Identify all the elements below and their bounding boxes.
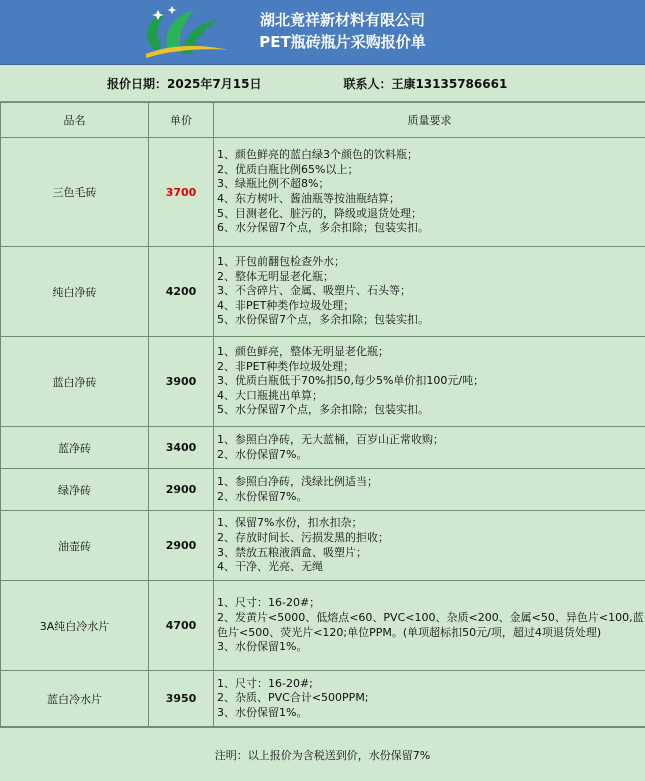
contact-person: 联系人：王康13135786661 [343,75,507,92]
requirement-line: 2、非PET种类作垃圾处理； [217,360,645,375]
table-row [1,671,645,727]
requirement-line: 4、非PET种类作垃圾处理； [217,299,645,314]
requirement-line: 1、尺寸：16-20#; [217,677,645,692]
requirement-line: 2、发黄片<5000、低熔点<60、PVC<100、杂质<200、金属<50、异色片<100,蓝色片<500、荧光片<120;单位PPM。(单项超标扣50元/项，超过4项退货处理) [217,611,645,640]
table-row [1,138,645,247]
requirement-line: 2、整体无明显老化瓶； [217,270,645,285]
requirement-line: 3、水份保留1%。 [217,640,645,655]
requirement-line: 5、水份保留7个点，多余扣除；包装实扣。 [217,313,645,328]
table-row [1,581,645,671]
requirement-line: 3、不含碎片、金属、吸塑片、石头等； [217,284,645,299]
header-banner [0,0,645,65]
quality-requirements [214,469,645,511]
product-name: 绿净砖 [1,469,149,511]
company-name: 湖北竟祥新材料有限公司 [0,9,645,31]
requirement-line: 5、目测老化、脏污的，降级或退货处理； [217,207,645,222]
quality-requirements [214,427,645,469]
quality-requirements [214,337,645,427]
product-name: 蓝净砖 [1,427,149,469]
table-row [1,337,645,427]
table-row [1,469,645,511]
requirement-line: 2、存放时间长、污损发黑的拒收； [217,531,645,546]
requirement-line: 4、大口瓶挑出单算； [217,389,645,404]
requirement-line: 3、优质白瓶低于70%扣50,每少5%单价扣100元/吨； [217,374,645,389]
requirement-line: 3、水份保留1%。 [217,706,645,721]
requirement-line: 3、绿瓶比例不超8%； [217,177,645,192]
table-row [1,427,645,469]
price-table [0,102,645,727]
table-row [1,511,645,581]
unit-price: 2900 [149,469,214,511]
info-bar [0,65,645,102]
requirement-line: 6、水分保留7个点，多余扣除；包装实扣。 [217,221,645,236]
quote-date: 报价日期：2025年7月15日 [107,75,261,92]
requirement-line: 1、开包前翻包检查外水； [217,255,645,270]
unit-price: 3950 [149,671,214,727]
product-name: 蓝白冷水片 [1,671,149,727]
quality-requirements [214,511,645,581]
product-name: 油壶砖 [1,511,149,581]
column-header-price: 单价 [149,103,214,138]
unit-price: 3700 [149,138,214,247]
requirement-line: 5、水分保留7个点，多余扣除；包装实扣。 [217,403,645,418]
column-header-name: 品名 [1,103,149,138]
requirement-line: 1、尺寸：16-20#； [217,596,645,611]
product-name: 三色毛砖 [1,138,149,247]
requirement-line: 1、颜色鲜亮，整体无明显老化瓶； [217,345,645,360]
unit-price: 3900 [149,337,214,427]
requirement-line: 1、保留7%水份，扣水扣杂； [217,516,645,531]
requirement-line: 2、杂质、PVC合计<500PPM; [217,691,645,706]
table-header-row [1,103,645,138]
requirement-line: 4、东方树叶、酱油瓶等按油瓶结算； [217,192,645,207]
requirement-line: 3、禁放五粮液酒盒、吸塑片； [217,546,645,561]
quality-requirements [214,138,645,247]
unit-price: 4200 [149,247,214,337]
title-block [0,9,645,53]
table-row [1,247,645,337]
product-name: 纯白净砖 [1,247,149,337]
requirement-line: 2、水份保留7%。 [217,448,645,463]
quality-requirements [214,671,645,727]
requirement-line: 2、水份保留7%。 [217,490,645,505]
requirement-line: 1、参照白净砖，浅绿比例适当； [217,475,645,490]
requirement-line: 4、干净、光亮、无绳 [217,560,645,575]
requirement-line: 2、优质白瓶比例65%以上； [217,163,645,178]
column-header-requirements: 质量要求 [214,103,645,138]
unit-price: 2900 [149,511,214,581]
quality-requirements [214,247,645,337]
requirement-line: 1、参照白净砖，无大蓝桶，百岁山正常收购； [217,433,645,448]
document-title: PET瓶砖瓶片采购报价单 [0,31,645,53]
requirement-line: 1、颜色鲜亮的蓝白绿3个颜色的饮料瓶； [217,148,645,163]
footer-note: 注明：以上报价为含税送到价，水份保留7% [0,727,645,781]
unit-price: 3400 [149,427,214,469]
quality-requirements [214,581,645,671]
product-name: 蓝白净砖 [1,337,149,427]
unit-price: 4700 [149,581,214,671]
product-name: 3A纯白冷水片 [1,581,149,671]
